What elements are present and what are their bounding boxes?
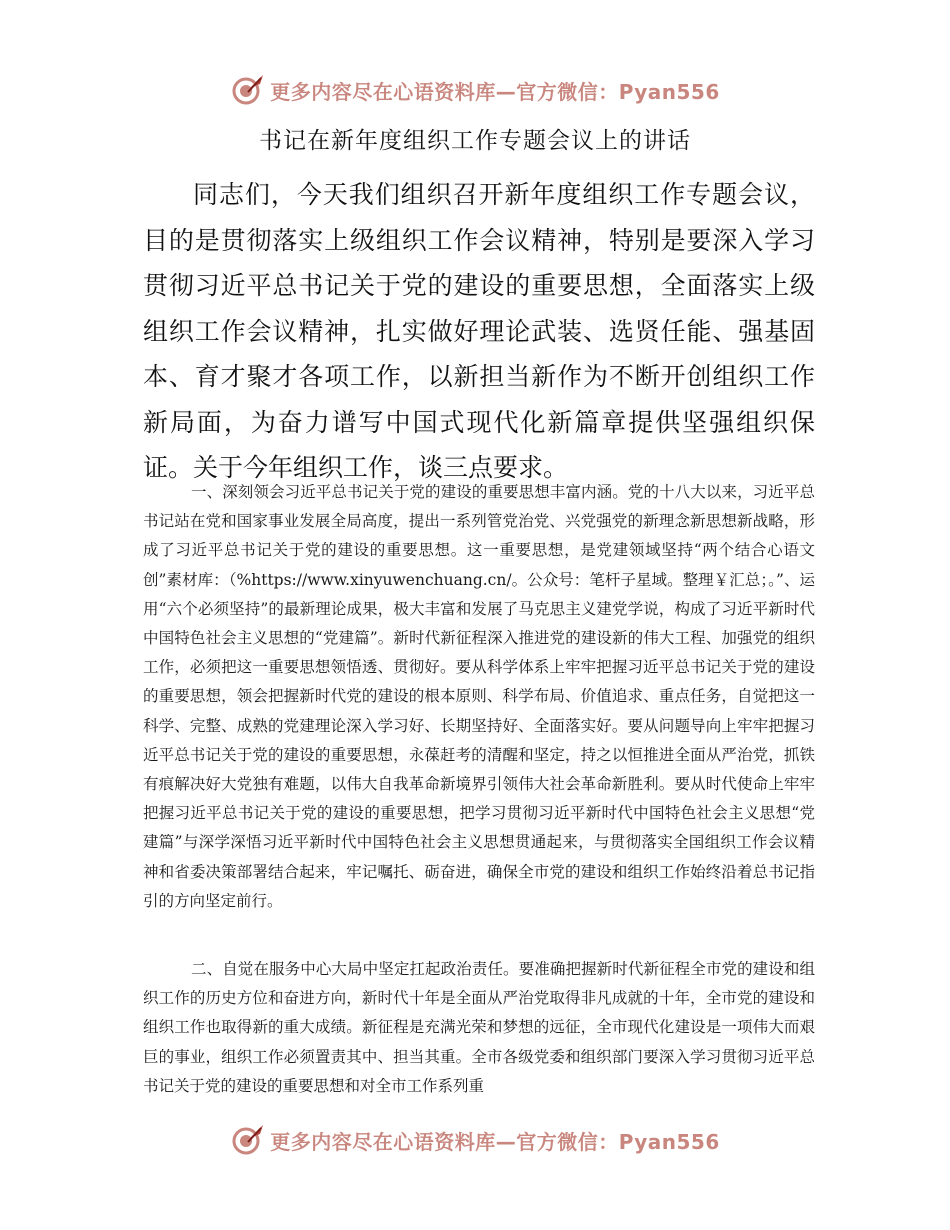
body-paragraph-1: 一、深刻领会习近平总书记关于党的建设的重要思想丰富内涵。党的十八大以来，习近平总书记站在党和国家事业发展全局高度，提出一系列管党治党、兴党强党的新理念新思想新战略，形成了习近平总书记关于党的建设的重要思想。这一重要思想，是党建领域坚持“两个结合心语文创”素材库：（%https://www.xinyuwenchuang.cn/。公众号：笔杆子星域。整理￥汇总；。”、运用“六个必须坚持”的最新理论成果，极大丰富和发展了马克思主义建党学说，构成了习近平新时代中国特色社会主义思想的“党建篇”。新时代新征程深入推进党的建设新的伟大工程、加强党的组织工作，必须把这一重要思想领悟透、贯彻好。要从科学体系上牢牢把握习近平总书记关于党的建设的重要思想，领会把握新时代党的建设的根本原则、科学布局、价值追求、重点任务，自觉把这一科学、完整、成熟的党建理论深入学习好、长期坚持好、全面落实好。要从问题导向上牢牢把握习近平总书记关于党的建设的重要思想，永葆赶考的清醒和坚定，持之以恒推进全面从严治党，抓铁有痕解决好大党独有难题，以伟大自我革命新境界引领伟大社会革命新胜利。要从时代使命上牢牢把握习近平总书记关于党的建设的重要思想，把学习贯彻习近平新时代中国特色社会主义思想“党建篇”与深学深悟习近平新时代中国特色社会主义思想贯通起来，与贯彻落实全国组织工作会议精神和省委决策部署结合起来，牢记嘱托、砺奋进，确保全市党的建设和组织工作始终沿着总书记指引的方向坚定前行。 bbox=[143, 483, 815, 910]
body-paragraph-2: 二、自觉在服务中心大局中坚定扛起政治责任。要准确把握新时代新征程全市党的建设和组织工作的历史方位和奋进方向，新时代十年是全面从严治党取得非凡成就的十年，全市党的建设和组织工作也取得新的重大成绩。新征程是充满光荣和梦想的远征，全市现代化建设是一项伟大而艰巨的事业，组织工作必须置责其中、担当其重。全市各级党委和组织部门要深入学习贯彻习近平总书记关于党的建设的重要思想和对全市工作系列重 bbox=[143, 960, 815, 1095]
watermark-text: 更多内容尽在心语资料库—官方微信：Pyan556 bbox=[270, 79, 720, 104]
document-title: 书记在新年度组织工作专题会议上的讲话 bbox=[259, 128, 691, 154]
watermark-text: 更多内容尽在心语资料库—官方微信：Pyan556 bbox=[270, 1129, 720, 1154]
quill-pen-logo-icon bbox=[230, 1122, 266, 1158]
watermark-banner-bottom bbox=[0, 1120, 950, 1160]
intro-paragraph: 同志们，今天我们组织召开新年度组织工作专题会议，目的是贯彻落实上级组织工作会议精神，特别是要深入学习贯彻习近平总书记关于党的建设的重要思想，全面落实上级组织工作会议精神，扎实做好理论武装、选贤任能、强基固本、育才聚才各项工作，以新担当新作为不断开创组织工作新局面，为奋力谱写中国式现代化新篇章提供坚强组织保证。关于今年组织工作，谈三点要求。 bbox=[143, 180, 815, 482]
watermark-banner-top bbox=[0, 70, 950, 110]
quill-pen-logo-icon bbox=[230, 72, 266, 108]
